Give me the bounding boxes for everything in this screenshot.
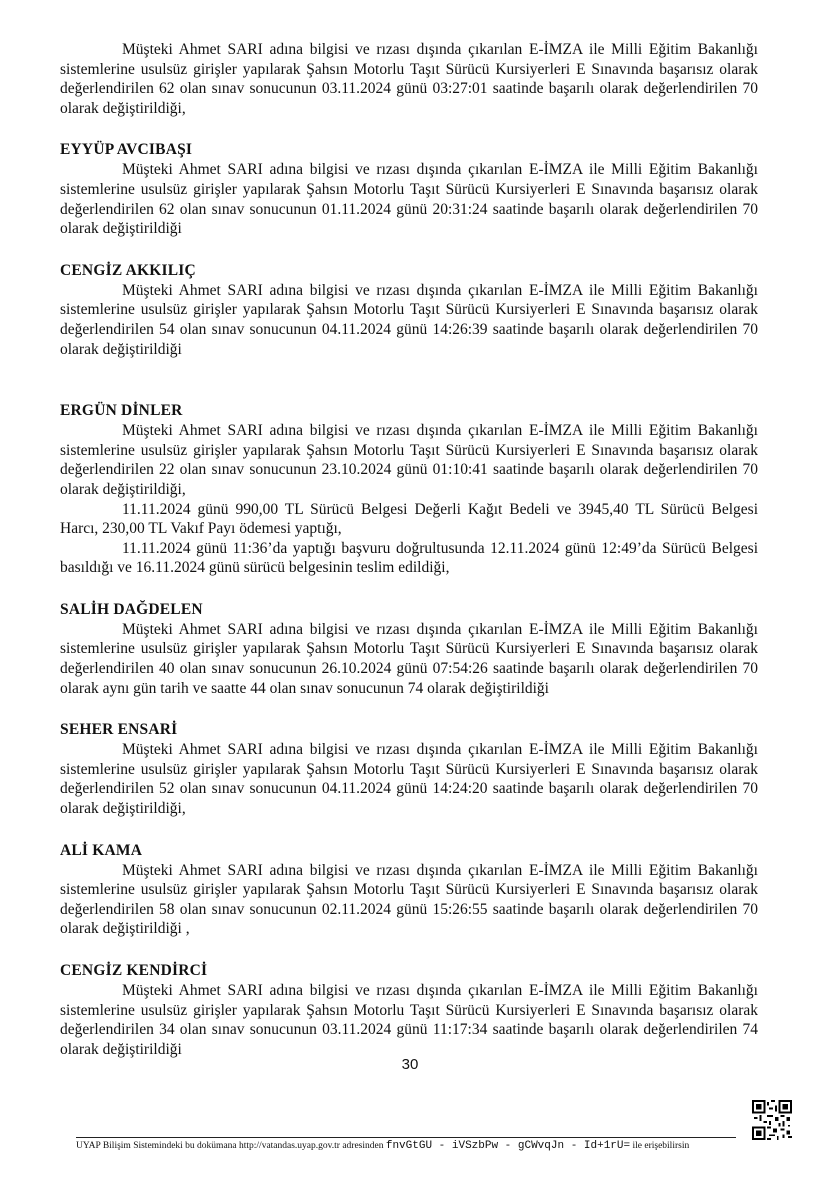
section-heading: CENGİZ KENDİRCİ xyxy=(60,962,208,979)
footer-divider xyxy=(76,1137,736,1138)
section-5 xyxy=(60,720,758,818)
verification-code: fnvGtGU - iVSzbPw - gCWvqJn - Id+1rU= xyxy=(385,1140,631,1152)
paragraph: 11.11.2024 günü 990,00 TL Sürücü Belgesi Değerli Kağıt Bedeli ve 3945,40 TL Sürücü Belgesi Harcı, 230,00 TL Vakıf Payı ödemesi yaptığı, xyxy=(60,500,758,538)
section-6 xyxy=(60,841,758,939)
paragraph: Müşteki Ahmet SARI adına bilgisi ve rızası dışında çıkarılan E-İMZA ile Milli Eğitim Bakanlığı sistemlerine usulsüz girişler yapılarak Şahsın Motorlu Taşıt Sürücü Kursiyerleri E Sınavında başarısız olarak değerlendirilen 22 olan sınav sonucunun 23.10.2024 günü 01:10:41 saatinde başarılı olarak değerlendirilen 70 olarak değiştirildiği, xyxy=(60,422,758,498)
section-heading: EYYÜP AVCIBAŞI xyxy=(60,141,193,159)
section-4 xyxy=(60,600,758,698)
page-number: 30 xyxy=(401,1056,419,1073)
section-2 xyxy=(60,261,758,359)
paragraph: Müşteki Ahmet SARI adına bilgisi ve rızası dışında çıkarılan E-İMZA ile Milli Eğitim Bakanlığı sistemlerine usulsüz girişler yapılarak Şahsın Motorlu Taşıt Sürücü Kursiyerleri E Sınavında başarısız olarak değerlendirilen 62 olan sınav sonucunun 03.11.2024 günü 03:27:01 saatinde başarılı olarak değerlendirilen 70 olarak değiştirildiği, xyxy=(60,41,758,117)
paragraph: Müşteki Ahmet SARI adına bilgisi ve rızası dışında çıkarılan E-İMZA ile Milli Eğitim Bakanlığı sistemlerine usulsüz girişler yapılarak Şahsın Motorlu Taşıt Sürücü Kursiyerleri E Sınavında başarısız olarak değerlendirilen 40 olan sınav sonucunun 26.10.2024 günü 07:54:26 saatinde başarılı olarak değerlendirilen 70 olarak aynı gün tarih ve saatte 44 olan sınav sonucunun 74 olarak değiştirildiği xyxy=(60,620,758,697)
paragraph: Müşteki Ahmet SARI adına bilgisi ve rızası dışında çıkarılan E-İMZA ile Milli Eğitim Bakanlığı sistemlerine usulsüz girişler yapılarak Şahsın Motorlu Taşıt Sürücü Kursiyerleri E Sınavında başarısız olarak değerlendirilen 52 olan sınav sonucunun 04.11.2024 günü 14:24:20 saatinde başarılı olarak değerlendirilen 70 olarak değiştirildiği, xyxy=(60,741,758,818)
section-heading: ALİ KAMA xyxy=(60,841,143,859)
qr-code-icon xyxy=(752,1100,792,1140)
section-heading: CENGİZ AKKILIÇ xyxy=(60,261,196,279)
section-3 xyxy=(60,401,758,578)
section-7 xyxy=(60,961,758,1059)
section-1 xyxy=(60,140,758,238)
paragraph: 11.11.2024 günü 11:36’da yaptığı başvuru doğrultusunda 12.11.2024 günü 12:49’da Sürücü Belgesi basıldığı ve 16.11.2024 günü sürücü belgesinin teslim edildiği, xyxy=(60,539,758,577)
paragraph: Müşteki Ahmet SARI adına bilgisi ve rızası dışında çıkarılan E-İMZA ile Milli Eğitim Bakanlığı sistemlerine usulsüz girişler yapılarak Şahsın Motorlu Taşıt Sürücü Kursiyerleri E Sınavında başarısız olarak değerlendirilen 58 olan sınav sonucunun 02.11.2024 günü 15:26:55 saatinde başarılı olarak değerlendirilen 70 olarak değiştirildiği , xyxy=(60,861,758,938)
document-page xyxy=(60,40,758,1059)
footer-text: UYAP Bilişim Sistemindeki bu dokümana http://vatandas.uyap.gov.tr adresinden xyxy=(76,1141,384,1151)
paragraph: Müşteki Ahmet SARI adına bilgisi ve rızası dışında çıkarılan E-İMZA ile Milli Eğitim Bakanlığı sistemlerine usulsüz girişler yapılarak Şahsın Motorlu Taşıt Sürücü Kursiyerleri E Sınavında başarısız olarak değerlendirilen 34 olan sınav sonucunun 03.11.2024 günü 11:17:34 saatinde başarılı olarak değerlendirilen 74 olarak değiştirildiği xyxy=(60,982,758,1058)
section-heading: ERGÜN DİNLER xyxy=(60,402,183,420)
section-heading: SALİH DAĞDELEN xyxy=(60,600,203,618)
paragraph: Müşteki Ahmet SARI adına bilgisi ve rızası dışında çıkarılan E-İMZA ile Milli Eğitim Bakanlığı sistemlerine usulsüz girişler yapılarak Şahsın Motorlu Taşıt Sürücü Kursiyerleri E Sınavında başarısız olarak değerlendirilen 54 olan sınav sonucunun 04.11.2024 günü 14:26:39 saatinde başarılı olarak değerlendirilen 70 olarak değiştirildiği xyxy=(60,281,758,358)
section-0 xyxy=(60,40,758,118)
paragraph: Müşteki Ahmet SARI adına bilgisi ve rızası dışında çıkarılan E-İMZA ile Milli Eğitim Bakanlığı sistemlerine usulsüz girişler yapılarak Şahsın Motorlu Taşıt Sürücü Kursiyerleri E Sınavında başarısız olarak değerlendirilen 62 olan sınav sonucunun 01.11.2024 günü 20:31:24 saatinde başarılı olarak değerlendirilen 70 olarak değiştirildiği xyxy=(60,161,758,238)
section-heading: SEHER ENSARİ xyxy=(60,721,178,739)
footer-text-end: ile erişebilirsin xyxy=(632,1141,690,1151)
footer xyxy=(76,1140,756,1152)
